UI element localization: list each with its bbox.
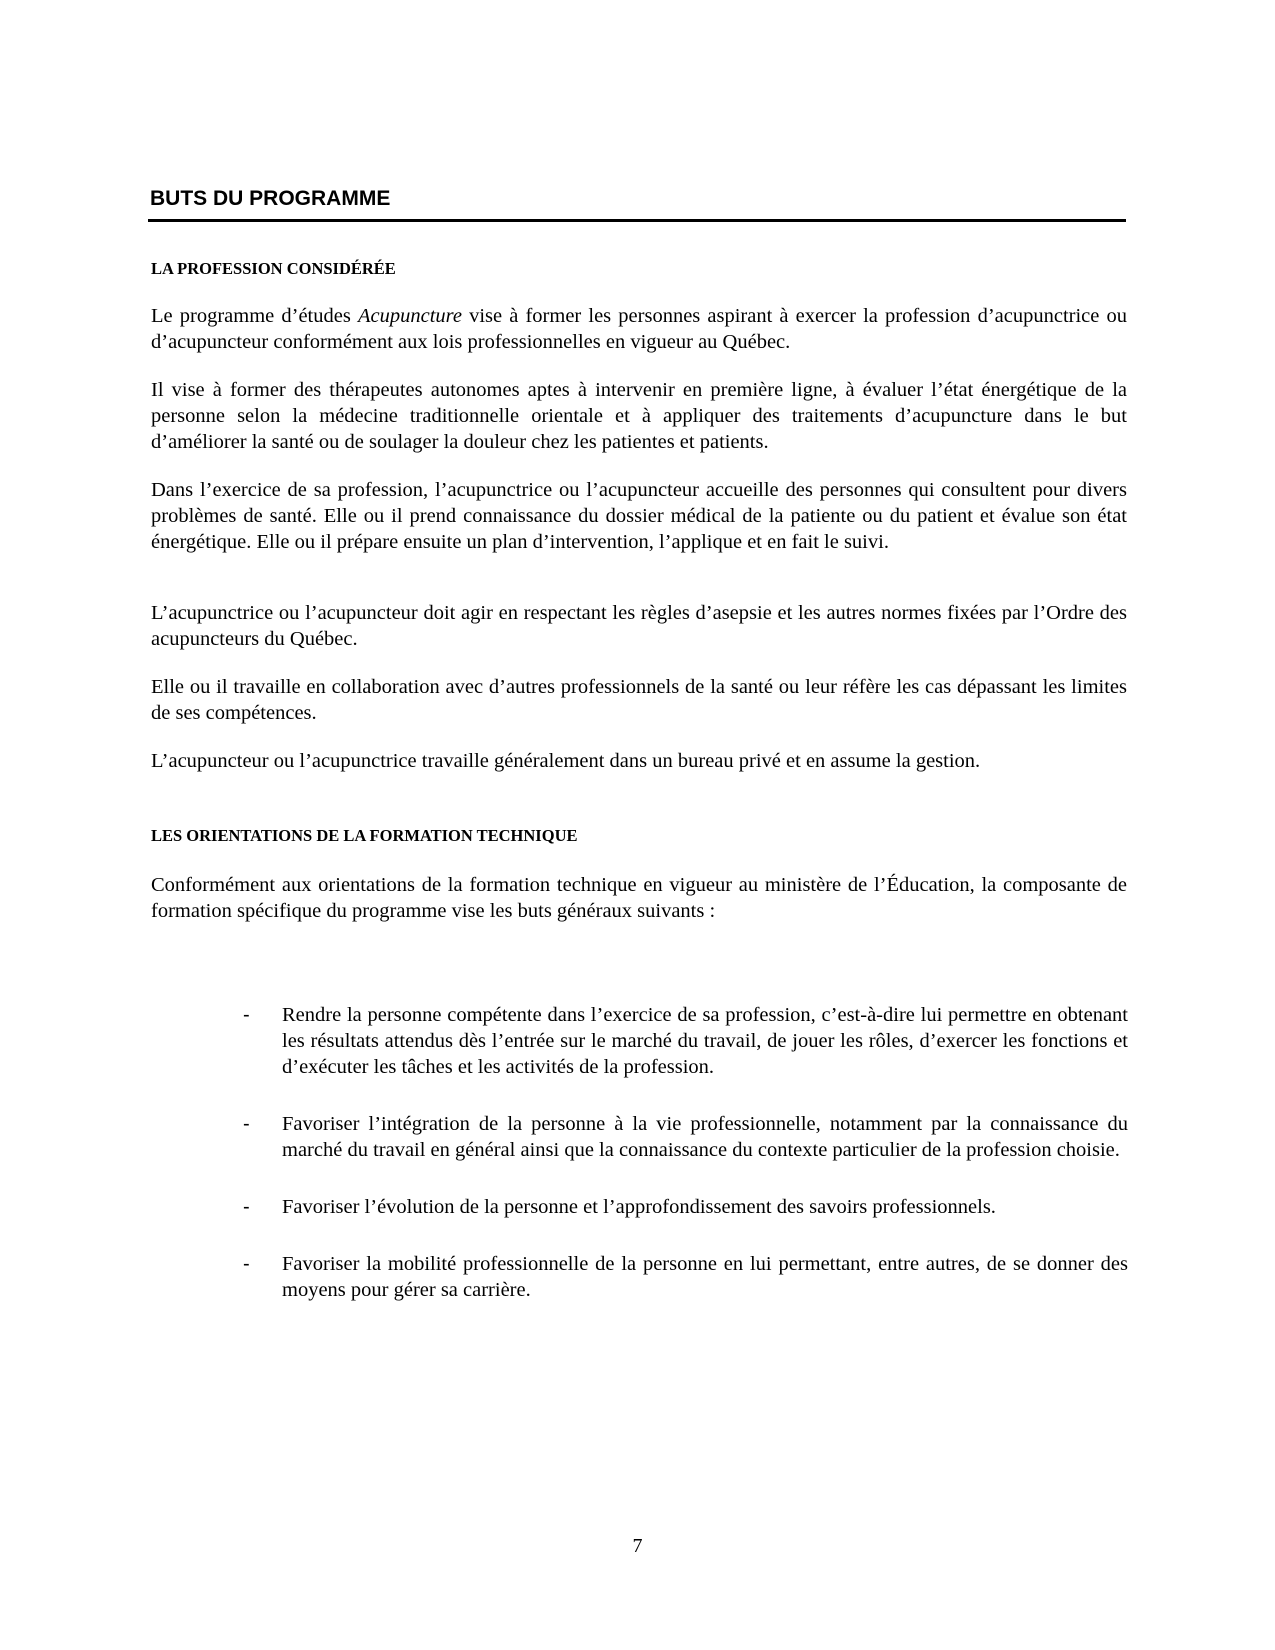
list-item <box>240 1111 1128 1163</box>
program-name: Acupuncture <box>357 305 462 327</box>
paragraph-program-purpose <box>151 303 1127 355</box>
dash-bullet-icon: - <box>243 1004 250 1026</box>
dash-bullet-icon: - <box>243 1253 250 1275</box>
list-item <box>240 1251 1128 1303</box>
list-item-text: Favoriser l’intégration de la personne à la vie professionnelle, notamment par la connaissance du marché du travail en général ainsi que la connaissance du contexte particulier de la profession choisie. <box>282 1113 1128 1161</box>
list-item <box>240 1002 1128 1080</box>
dash-bullet-icon: - <box>243 1113 250 1135</box>
paragraph-private-office: L’acupuncteur ou l’acupunctrice travaille généralement dans un bureau privé et en assume la gestion. <box>151 750 981 772</box>
section-heading-orientations: LES ORIENTATIONS DE LA FORMATION TECHNIQUE <box>151 826 578 845</box>
paragraph-asepsis: L’acupunctrice ou l’acupuncteur doit agir en respectant les règles d’asepsie et les autres normes fixées par l’Ordre des acupuncteurs du Québec. <box>151 602 1127 650</box>
list-item-text: Favoriser l’évolution de la personne et l’approfondissement des savoirs professionnels. <box>282 1196 996 1218</box>
list-item-text: Rendre la personne compétente dans l’exercice de sa profession, c’est-à-dire lui permettre en obtenant les résultats attendus dès l’entrée sur le marché du travail, de jouer les rôles, d’exercer les fonctions et d’exécuter les tâches et les activités de la profession. <box>282 1004 1128 1078</box>
paragraph-practice: Dans l’exercice de sa profession, l’acupunctrice ou l’acupuncteur accueille des personnes qui consultent pour divers problèmes de santé. Elle ou il prend connaissance du dossier médical de la patiente ou du patient et évalue son état énergétique. Elle ou il prépare ensuite un plan d’intervention, l’applique et en fait le suivi. <box>151 479 1127 553</box>
paragraph-collaboration: Elle ou il travaille en collaboration avec d’autres professionnels de la santé ou leur réfère les cas dépassant les limites de ses compétences. <box>151 676 1127 724</box>
list-item <box>240 1194 1128 1220</box>
paragraph-text: vise à former les personnes aspirant à exercer la profession d’acupunctrice ou d’acupuncteur conformément aux lois professionnelles en vigueur au Québec. <box>151 305 1127 353</box>
paragraph-therapists: Il vise à former des thérapeutes autonomes aptes à intervenir en première ligne, à évaluer l’état énergétique de la personne selon la médecine traditionnelle orientale et à appliquer des traitements d’acupuncture dans le but d’améliorer la santé ou de soulager la douleur chez les patientes et patients. <box>151 379 1127 453</box>
page-number: 7 <box>632 1535 643 1557</box>
paragraph-orientations-intro: Conformément aux orientations de la formation technique en vigueur au ministère de l’Éducation, la composante de formation spécifique du programme vise les buts généraux suivants : <box>151 874 1127 922</box>
section-heading-profession: LA PROFESSION CONSIDÉRÉE <box>151 259 396 278</box>
goals-list <box>240 1002 1128 1334</box>
dash-bullet-icon: - <box>243 1196 250 1218</box>
page-title: BUTS DU PROGRAMME <box>150 187 391 210</box>
paragraph-text: Le programme d’études <box>151 305 358 327</box>
title-underline <box>148 219 1126 222</box>
list-item-text: Favoriser la mobilité professionnelle de la personne en lui permettant, entre autres, de se donner des moyens pour gérer sa carrière. <box>282 1253 1128 1301</box>
